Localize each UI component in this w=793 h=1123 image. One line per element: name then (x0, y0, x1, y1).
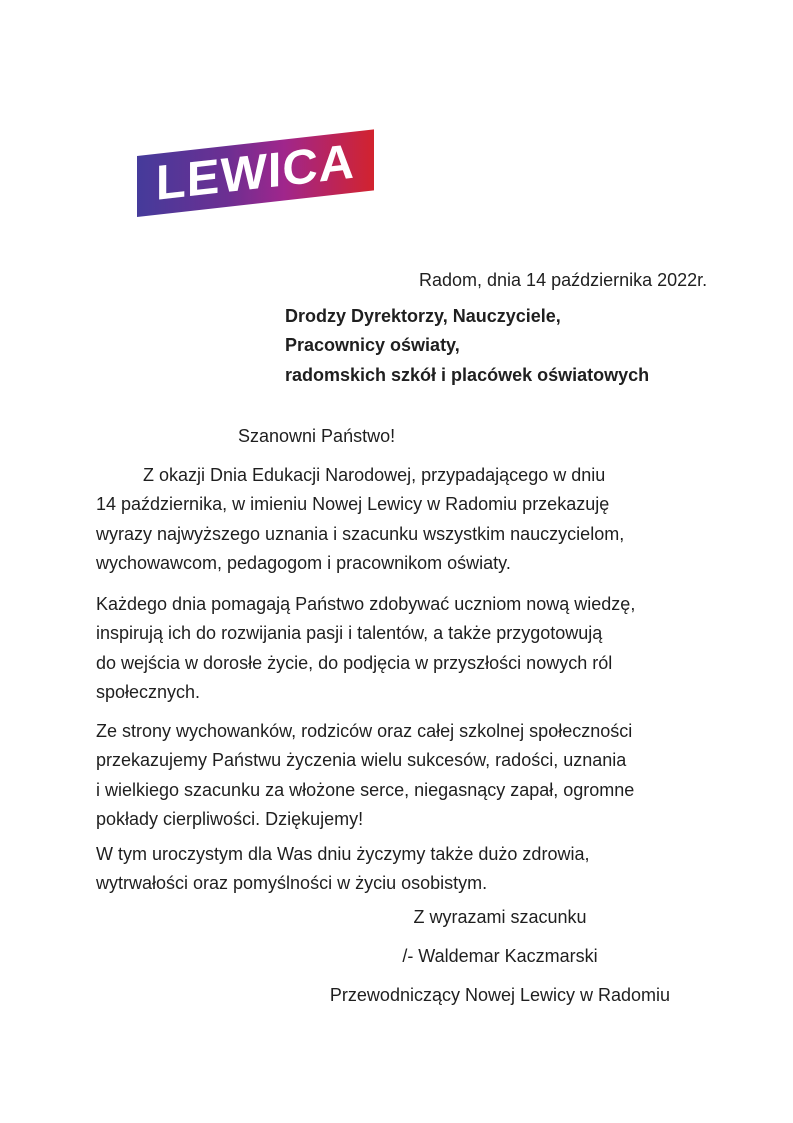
recipient-line: Pracownicy oświaty, (285, 335, 460, 356)
date-line: Radom, dnia 14 października 2022r. (419, 270, 708, 290)
paragraph-line: W tym uroczystym dla Was dniu życzymy także dużo zdrowia, (96, 844, 590, 864)
paragraph-line: Ze strony wychowanków, rodziców oraz całej szkolnej społeczności (96, 721, 633, 741)
body-paragraph-3 (96, 717, 706, 835)
body-paragraph-1 (96, 461, 706, 579)
paragraph-line: i wielkiego szacunku za włożone serce, niegasnący zapał, ogromne (96, 779, 635, 800)
recipient-block (285, 302, 649, 390)
signature-title: Przewodniczący Nowej Lewicy w Radomiu (329, 985, 671, 1005)
closing-phrase: Z wyrazami szacunku (413, 907, 587, 927)
body-paragraph-2 (96, 590, 706, 708)
paragraph-line: wychowawcom, pedagogom i pracownikom oświaty. (96, 553, 511, 574)
paragraph-line: inspirują ich do rozwijania pasji i talentów, a także przygotowują (96, 623, 603, 644)
salutation: Szanowni Państwo! (238, 426, 396, 446)
paragraph-line: wytrwałości oraz pomyślności w życiu osobistym. (96, 873, 488, 894)
paragraph-line: przekazujemy Państwu życzenia wielu sukcesów, radości, uznania (96, 750, 627, 771)
signature-name: /- Waldemar Kaczmarski (402, 946, 598, 966)
paragraph-line: 14 października, w imieniu Nowej Lewicy w Radomiu przekazuję (96, 494, 610, 515)
paragraph-line: pokłady cierpliwości. Dziękujemy! (96, 809, 364, 830)
lewica-logo (137, 129, 374, 217)
recipient-line: Drodzy Dyrektorzy, Nauczyciele, (285, 306, 561, 326)
recipient-line: radomskich szkół i placówek oświatowych (285, 364, 650, 385)
body-paragraph-4 (96, 840, 706, 899)
signature-block (300, 903, 700, 1020)
paragraph-line: Każdego dnia pomagają Państwo zdobywać uczniom nową wiedzę, (96, 594, 636, 614)
paragraph-line: do wejścia w dorosłe życie, do podjęcia w przyszłości nowych ról (96, 652, 613, 673)
paragraph-line: Z okazji Dnia Edukacji Narodowej, przypadającego w dniu (143, 465, 606, 485)
paragraph-line: wyrazy najwyższego uznania i szacunku wszystkim nauczycielom, (96, 523, 625, 544)
lewica-logo-text: LEWICA (155, 134, 356, 211)
paragraph-line: społecznych. (96, 682, 201, 703)
